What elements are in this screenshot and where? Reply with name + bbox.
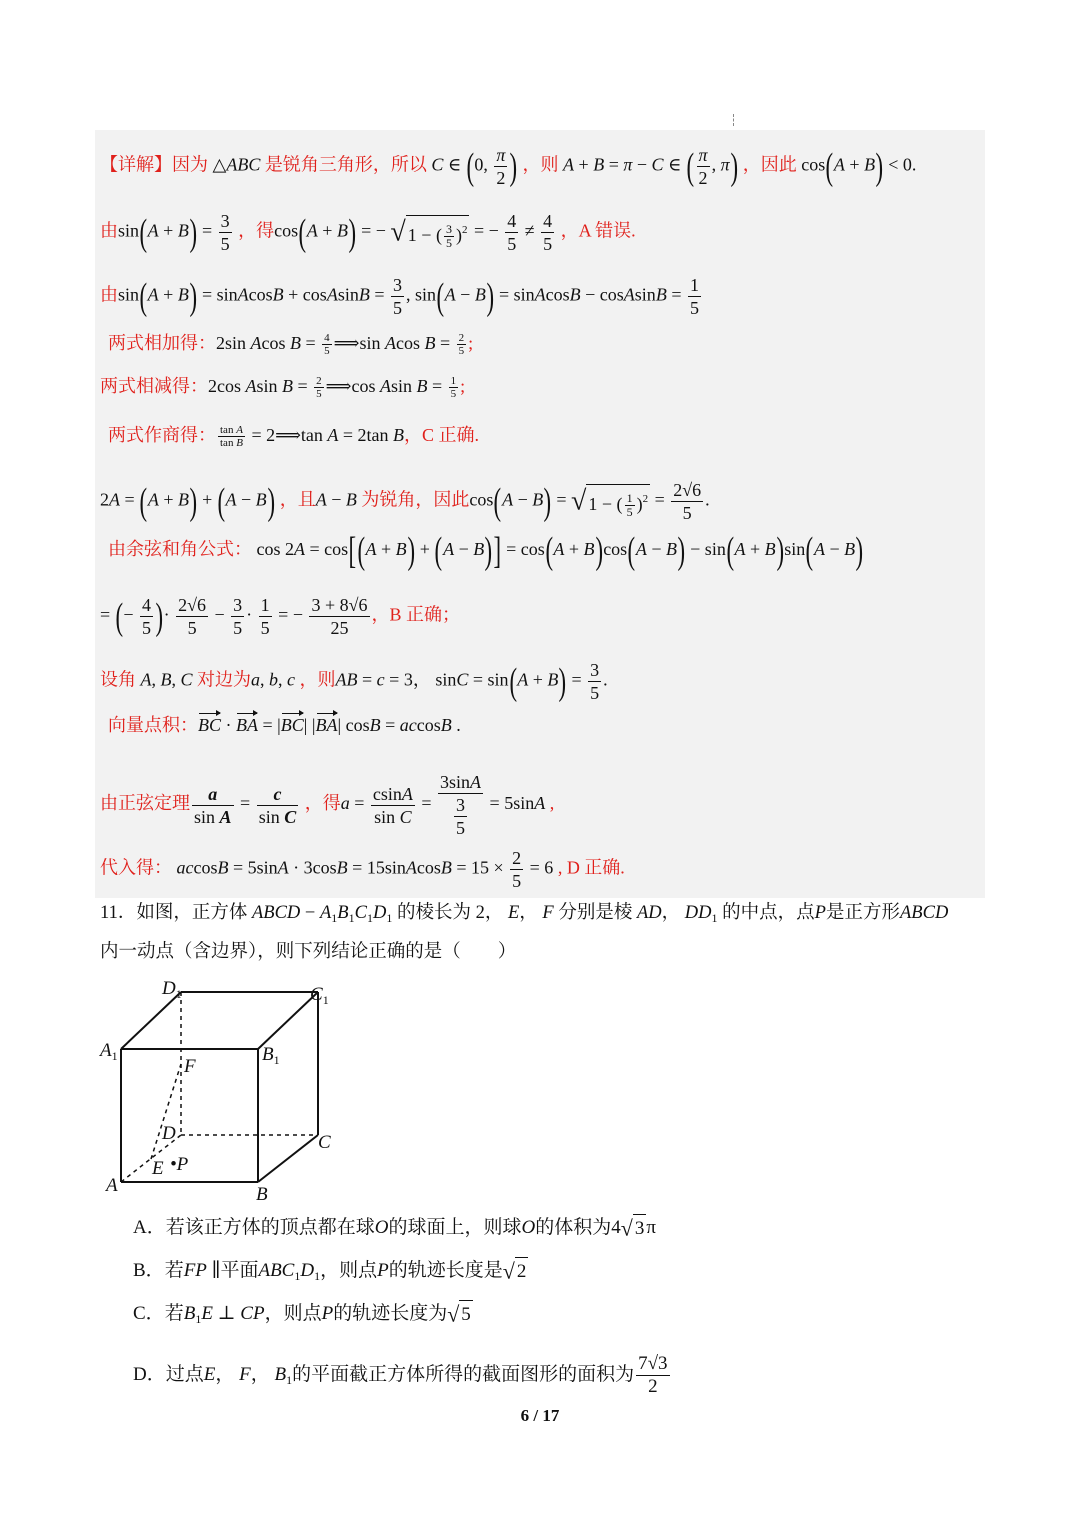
label-f: F — [184, 1056, 196, 1077]
solution-line-11: 向量点积：BC · BA = |BC| |BA| cosB = accosB . — [108, 711, 461, 739]
label-d: D — [162, 1123, 176, 1144]
label-c: C — [318, 1132, 331, 1153]
edge-bc — [258, 1135, 318, 1182]
option-c[interactable]: C．若$B_1E$ ⊥ CP，则点P的轨迹长度为√ 5 — [133, 1300, 473, 1333]
option-b[interactable]: B．若FP ∥平面$ABC_1D_1$，则点P的轨迹长度是√ 2 — [133, 1257, 528, 1290]
label-a: A — [106, 1175, 118, 1196]
solution-line-10: 设角 A, B, C 对边为a, b, c ，则AB = c = 3， sinC = sin(A + B) = $\frac{3}{5}$ . — [100, 660, 608, 703]
solution-line-8: 由余弦和角公式： cos 2A = cos[(A + B) + (A − B)] = cos(A + B)cos(A − B) − sin(A + B)sin(A − B) — [108, 529, 864, 572]
page-number: 6 / 17 — [520, 1406, 560, 1425]
label-b1: $B_1$ — [262, 1044, 280, 1067]
option-d[interactable]: D．过点E， F， $B_1$的平面截正方体所得的截面图形的面积为 $\frac{7√3}{2}$ — [133, 1353, 668, 1397]
label-a1: $A_1$ — [100, 1040, 118, 1063]
detail-tag: 【详解】 — [100, 154, 172, 175]
solution-line-9: = (− $\frac{4}{5}$ )· $\frac{2√6}{5}$ − $\frac{3}{5}$ · $\frac{1}{5}$ = − $\frac{3 + 8√6}{25}$ ，B 正确； — [100, 595, 461, 638]
edge-a1d1 — [121, 992, 181, 1049]
cube-figure — [96, 972, 356, 1212]
solution-line-13: 代入得： accosB = 5sinA · 3cosB = 15sinAcosB = 15 × $\frac{2}{5}$ = 6 , D 正确. — [100, 848, 625, 891]
label-e: E — [152, 1158, 164, 1179]
label-d1: $D_1$ — [162, 978, 182, 1001]
segment-ef-hidden — [151, 1064, 181, 1159]
solution-line-3: 由sin(A + B) = sinAcosB + cosAsinB = $\frac{3}{5}$ , sin(A − B) = sinAcosB − cosAsinB = $\frac{1}{5}$ — [100, 275, 699, 318]
solution-line-1: 【详解】因为 △ABC 是锐角三角形，所以 C ∈ (0, $\frac{\pi}{2}$ ) ，则 A + B = π − C ∈ ( $\frac{\pi}{2}$ , π) ，因此 cos(A + B) < 0. — [100, 145, 917, 188]
label-p: •P — [170, 1154, 189, 1175]
edge-b1c1 — [258, 992, 318, 1049]
option-a[interactable]: A．若该正方体的顶点都在球O的球面上，则球O的体积为4√ 3 π — [133, 1214, 656, 1243]
solution-line-4: 两式相加得：2sin Acos B = $\frac{4}{5}$ ⟹sin Acos B = $\frac{2}{5}$ ; — [108, 332, 474, 358]
solution-line-5: 两式相减得：2cos Asin B = $\frac{2}{5}$ ⟹cos Asin B = $\frac{1}{5}$ ; — [100, 375, 466, 401]
corner-mark — [733, 114, 735, 126]
solution-line-12: 由正弦定理 $\frac{a}{\text{sin A}}$ = $\frac{c}{\text{sin C}}$ ，得a = $\frac{csinA}{\text{sin C}}$ = $\frac{3\sin A}{\frac{3}{5}}$ = 5sinA , — [100, 772, 555, 838]
label-c1: $C_1$ — [310, 984, 329, 1007]
label-b: B — [256, 1184, 268, 1205]
question-line-1: 11．如图，正方体 ABCD − $A_1B_1C_1D_1$ 的棱长为 2， E， F 分别是棱 AD， $DD_1$ 的中点，点P是正方形ABCD — [100, 903, 949, 925]
solution-line-2: 由sin(A + B) = $\frac{3}{5}$ ，得cos(A + B) = − √ 1 − ( $\frac{3}{5}$ )$^2$ = − $\frac{4}{5}$ ≠ $\frac{4}{5}$ ，A 错误. — [100, 211, 636, 254]
solution-line-7: 2A = (A + B) + (A − B) ，且A − B 为锐角，因此cos(A − B) = √ 1 − ( $\frac{1}{5}$ )$^2$ = $\frac{2√6}{5}$ . — [100, 480, 710, 523]
solution-line-6: 两式作商得： $\frac{\text{tan A}}{\text{tan B}}$ = 2⟹tan A = 2tan B，C 正确. — [108, 424, 480, 450]
question-line-2: 内一动点（含边界），则下列结论正确的是（ ） — [100, 942, 517, 962]
